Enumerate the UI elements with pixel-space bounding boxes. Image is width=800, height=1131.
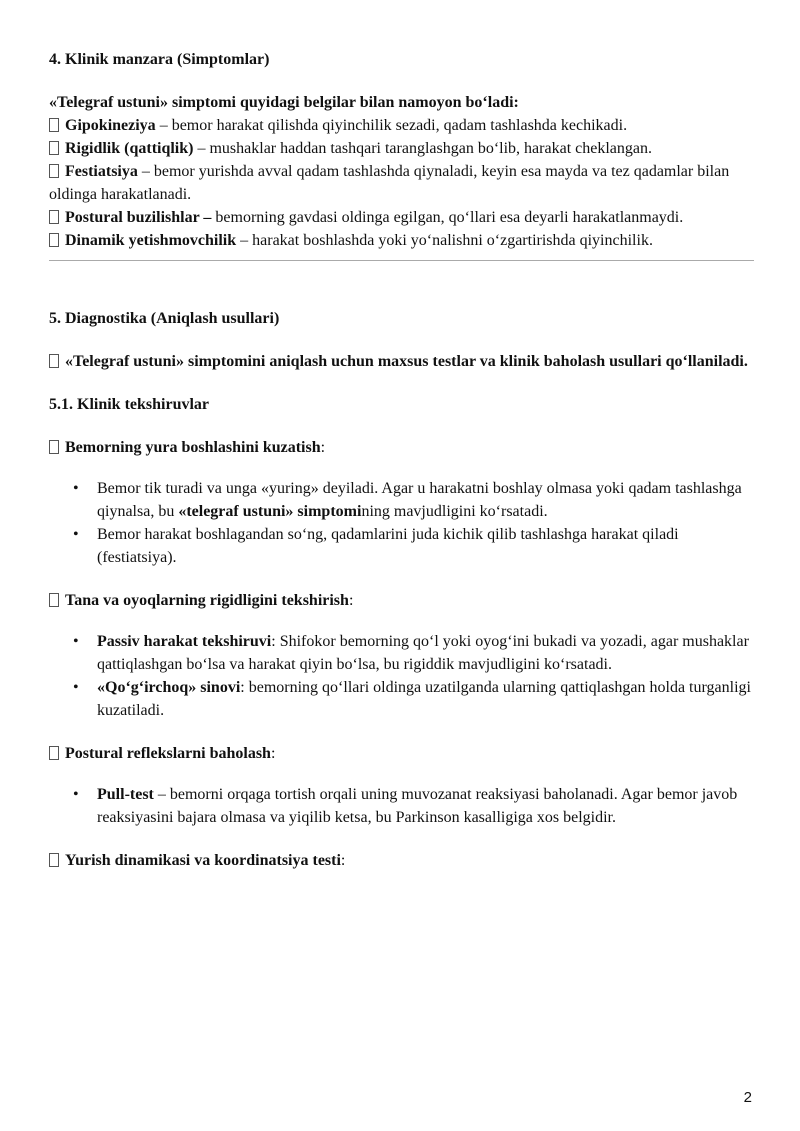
- section-5-heading: 5. Diagnostika (Aniqlash usullari): [49, 310, 280, 327]
- symptom-item-1: Gipokineziya – bemor harakat qilishda qiyinchilik sezadi, qadam tashlashda kechikadi.: [49, 114, 754, 137]
- missing-glyph-icon: [49, 746, 59, 760]
- check-block-3-title: Postural reflekslarni baholash:: [49, 742, 754, 765]
- missing-glyph-icon: [49, 141, 59, 155]
- section-4-heading: 4. Klinik manzara (Simptomlar): [49, 51, 270, 68]
- list-item: • Bemor tik turadi va unga «yuring» deyiladi. Agar u harakatni boshlay olmasa yoki qadam tashlashga qiynalsa, bu «telegraf ustuni» simptomining mavjudligini ko‘rsatadi.: [49, 477, 754, 523]
- missing-glyph-icon: [49, 233, 59, 247]
- check-block-1-list: [49, 477, 754, 569]
- subsection-5-1-heading: 5.1. Klinik tekshiruvlar: [49, 396, 210, 413]
- missing-glyph-icon: [49, 354, 59, 368]
- page-number: 2: [743, 1089, 752, 1106]
- check-block-2-title: Tana va oyoqlarning rigidligini tekshirish:: [49, 589, 754, 612]
- list-item: • «Qo‘g‘irchoq» sinovi: bemorning qo‘llari oldinga uzatilganda ularning qattiqlashgan holda turganligi kuzatiladi.: [49, 676, 754, 722]
- missing-glyph-icon: [49, 853, 59, 867]
- symptom-item-4: Postural buzilishlar – bemorning gavdasi oldinga egilgan, qo‘llari esa deyarli harakatlanmaydi.: [49, 206, 754, 229]
- missing-glyph-icon: [49, 440, 59, 454]
- symptom-item-5: Dinamik yetishmovchilik – harakat boshlashda yoki yo‘nalishni o‘zgartirishda qiyinchilik.: [49, 229, 754, 252]
- check-block-3-list: [49, 783, 754, 829]
- section-5-intro: «Telegraf ustuni» simptomini aniqlash uchun maxsus testlar va klinik baholash usullari qo‘llaniladi.: [49, 350, 754, 373]
- document-page: [49, 48, 754, 872]
- check-block-1-title: Bemorning yura boshlashini kuzatish:: [49, 436, 754, 459]
- list-item: • Passiv harakat tekshiruvi: Shifokor bemorning qo‘l yoki oyog‘ini bukadi va yozadi, agar mushaklar qattiqlashgan bo‘lsa va harakat qiyin bo‘lsa, bu rigiddik mavjudligini ko‘rsatadi.: [49, 630, 754, 676]
- missing-glyph-icon: [49, 593, 59, 607]
- missing-glyph-icon: [49, 164, 59, 178]
- check-block-4-title: Yurish dinamikasi va koordinatsiya testi:: [49, 849, 754, 872]
- symptom-item-2: Rigidlik (qattiqlik) – mushaklar haddan tashqari taranglashgan bo‘lib, harakat cheklangan.: [49, 137, 754, 160]
- check-block-2-list: [49, 630, 754, 722]
- symptom-item-3: Festiatsiya – bemor yurishda avval qadam tashlashda qiynaladi, keyin esa mayda va tez qadamlar bilan oldinga harakatlanadi.: [49, 163, 730, 203]
- horizontal-divider: [49, 260, 754, 261]
- list-item: • Bemor harakat boshlagandan so‘ng, qadamlarini juda kichik qilib tashlashga harakat qiladi (festiatsiya).: [49, 523, 754, 569]
- list-item: • Pull-test – bemorni orqaga tortish orqali uning muvozanat reaksiyasi baholanadi. Agar bemor javob reaksiyasini bajara olmasa va yiqilib ketsa, bu Parkinson kasalligiga xos belgidir.: [49, 783, 754, 829]
- section-4-intro: «Telegraf ustuni» simptomi quyidagi belgilar bilan namoyon bo‘ladi:: [49, 94, 519, 111]
- missing-glyph-icon: [49, 210, 59, 224]
- missing-glyph-icon: [49, 118, 59, 132]
